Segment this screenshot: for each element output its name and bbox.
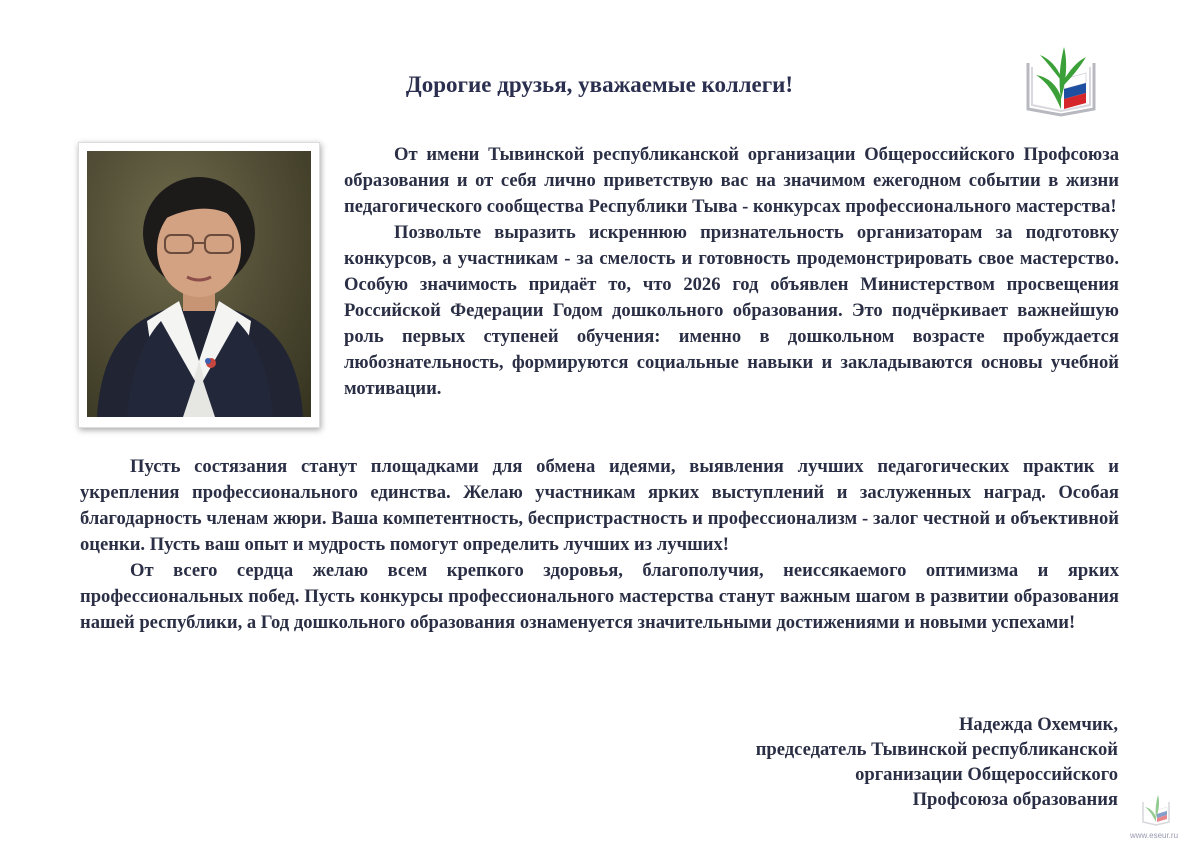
portrait-photo bbox=[87, 151, 311, 417]
greeting-text-bottom bbox=[80, 454, 1119, 636]
greeting-text-top bbox=[344, 142, 1119, 402]
portrait-frame bbox=[78, 142, 320, 428]
signature-name: Надежда Охемчик, bbox=[958, 714, 1118, 735]
paragraph: От всего сердца желаю всем крепкого здоровья, благополучия, неиссякаемого оптимизма и ярких профессиональных побед. Пусть конкурсы профессионального мастерства станут важным шагом в развитии образования нашей республики, а Год дошкольного образования ознаменуется значительными достижениями и новыми успехами! bbox=[80, 560, 1119, 633]
paragraph: Позвольте выразить искреннюю признательность организаторам за подготовку конкурсов, а участникам - за смелость и готовность продемонстрировать свое мастерство. Особую значимость придаёт то, что 2026 год объявлен Министерством просвещения Российской Федерации Годом дошкольного образования. Это подчёркивает важнейшую роль первых ступеней обучения: именно в дошкольном возрасте пробуждается любознательность, формируются социальные навыки и закладываются основы учебной мотивации. bbox=[344, 222, 1119, 399]
signature-block bbox=[756, 712, 1118, 812]
signature-line: председатель Тывинской республиканской bbox=[755, 739, 1118, 760]
paragraph: От имени Тывинской республиканской организации Общероссийского Профсоюза образования и от себя лично приветствую вас на значимом ежегодном событии в жизни педагогического сообщества Республики Тыва - конкурсах профессионального мастерства! bbox=[344, 144, 1119, 217]
watermark-text[interactable]: www.eseur.ru bbox=[1130, 831, 1179, 840]
paragraph: Пусть состязания станут площадками для обмена идеями, выявления лучших педагогических практик и укрепления профессионального единства. Желаю участникам ярких выступлений и заслуженных наград. Особая благодарность членам жюри. Ваша компетентность, беспристрастность и профессионализм - залог честной и объективной оценки. Пусть ваш опыт и мудрость помогут определить лучших из лучших! bbox=[80, 456, 1119, 555]
profsoyuz-logo-small-icon bbox=[1141, 790, 1171, 826]
signature-line: организации Общероссийского bbox=[855, 764, 1118, 785]
portrait-illustration bbox=[87, 151, 311, 417]
profsoyuz-logo-icon bbox=[1024, 33, 1098, 117]
signature-line: Профсоюза образования bbox=[912, 789, 1118, 810]
page-title: Дорогие друзья, уважаемые коллеги! bbox=[405, 72, 794, 97]
